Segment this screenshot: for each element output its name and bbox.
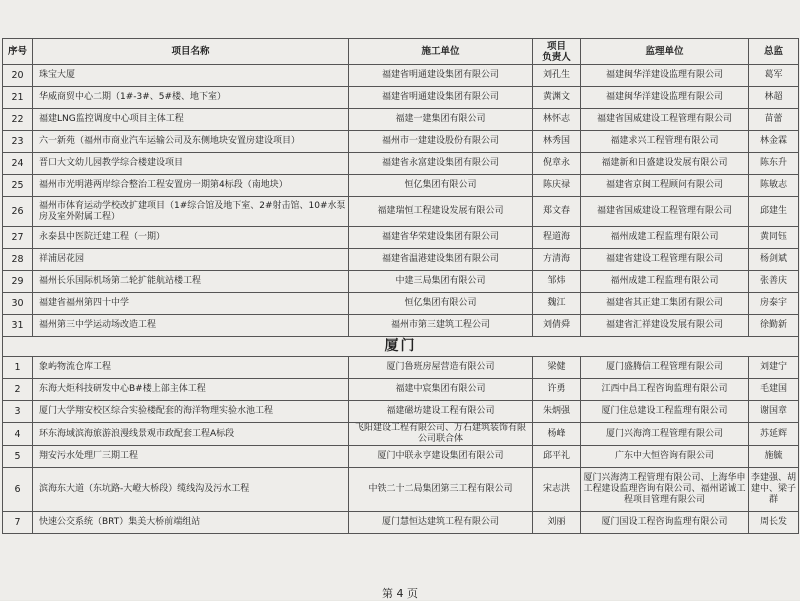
cell-supervisor: 福州成建工程监理有限公司 xyxy=(581,227,749,249)
cell-project: 福州长乐国际机场第二轮扩能航站楼工程 xyxy=(33,271,349,293)
cell-chief: 李建强、胡建中、梁子群 xyxy=(749,468,799,512)
cell-seq: 6 xyxy=(3,468,33,512)
cell-supervisor: 福建省京闽工程顾问有限公司 xyxy=(581,175,749,197)
cell-supervisor: 福建省汇祥建设发展有限公司 xyxy=(581,315,749,337)
cell-manager: 许勇 xyxy=(533,379,581,401)
table-row xyxy=(3,175,799,197)
page-number: 第 4 页 xyxy=(382,587,418,600)
cell-contractor: 厦门慧恒达建筑工程有限公司 xyxy=(349,512,533,534)
cell-seq: 20 xyxy=(3,65,33,87)
cell-project: 六一新苑（福州市商业汽车运输公司及东侧地块安置房建设项目） xyxy=(33,131,349,153)
table-row xyxy=(3,293,799,315)
cell-chief: 张善庆 xyxy=(749,271,799,293)
cell-project: 珠宝大厦 xyxy=(33,65,349,87)
cell-contractor: 福建磁坊建设工程有限公司 xyxy=(349,401,533,423)
cell-project: 快速公交系统（BRT）集美大桥前端组站 xyxy=(33,512,349,534)
cell-contractor: 福建省华荣建设集团有限公司 xyxy=(349,227,533,249)
cell-contractor: 厦门鲁班房屋营造有限公司 xyxy=(349,357,533,379)
cell-supervisor: 福建省国威建设工程管理有限公司 xyxy=(581,109,749,131)
cell-manager: 邱平礼 xyxy=(533,446,581,468)
region-row-xiamen xyxy=(3,337,799,357)
header-seq: 序号 xyxy=(3,39,33,65)
cell-chief: 房泰宇 xyxy=(749,293,799,315)
cell-supervisor: 福建省其正建工集团有限公司 xyxy=(581,293,749,315)
cell-seq: 21 xyxy=(3,87,33,109)
project-table xyxy=(2,38,799,534)
cell-project: 福州市体育运动学校改扩建项目（1#综合馆及地下室、2#射击馆、10#水泵房及室外附属工程） xyxy=(33,197,349,227)
cell-chief: 黄同钰 xyxy=(749,227,799,249)
cell-supervisor: 福州成建工程监理有限公司 xyxy=(581,271,749,293)
table-header xyxy=(3,39,799,65)
cell-manager: 陈庆禄 xyxy=(533,175,581,197)
cell-project: 福建LNG监控调度中心项目主体工程 xyxy=(33,109,349,131)
cell-contractor: 恒亿集团有限公司 xyxy=(349,293,533,315)
cell-manager: 林怀志 xyxy=(533,109,581,131)
table-row xyxy=(3,153,799,175)
cell-project: 翔安污水处理厂三期工程 xyxy=(33,446,349,468)
cell-seq: 1 xyxy=(3,357,33,379)
cell-manager: 刘孔生 xyxy=(533,65,581,87)
cell-chief: 葛军 xyxy=(749,65,799,87)
cell-contractor: 福建省明通建设集团有限公司 xyxy=(349,87,533,109)
header-project: 项目名称 xyxy=(33,39,349,65)
cell-seq: 22 xyxy=(3,109,33,131)
cell-chief: 林金霖 xyxy=(749,131,799,153)
cell-manager: 杨峰 xyxy=(533,423,581,446)
xiamen-rows xyxy=(3,357,799,534)
cell-chief: 周长发 xyxy=(749,512,799,534)
cell-contractor: 福建瑞恒工程建设发展有限公司 xyxy=(349,197,533,227)
cell-contractor: 福建省温港建设集团有限公司 xyxy=(349,249,533,271)
cell-supervisor: 厦门盛腾信工程管理有限公司 xyxy=(581,357,749,379)
cell-chief: 刘建宁 xyxy=(749,357,799,379)
cell-supervisor: 福建省国威建设工程管理有限公司 xyxy=(581,197,749,227)
cell-seq: 26 xyxy=(3,197,33,227)
header-supervisor: 监理单位 xyxy=(581,39,749,65)
cell-seq: 24 xyxy=(3,153,33,175)
header-chief: 总监 xyxy=(749,39,799,65)
cell-seq: 29 xyxy=(3,271,33,293)
table-row xyxy=(3,315,799,337)
cell-contractor: 飞阳建设工程有限公司、万石建筑装饰有限公司联合体 xyxy=(349,423,533,446)
cell-contractor: 恒亿集团有限公司 xyxy=(349,175,533,197)
cell-project: 福建省福州第四十中学 xyxy=(33,293,349,315)
cell-contractor: 中铁二十二局集团第三工程有限公司 xyxy=(349,468,533,512)
table-row xyxy=(3,131,799,153)
cell-seq: 28 xyxy=(3,249,33,271)
table-row xyxy=(3,512,799,534)
cell-seq: 4 xyxy=(3,423,33,446)
cell-supervisor: 广东中大恒咨询有限公司 xyxy=(581,446,749,468)
cell-supervisor: 江西中昌工程咨询监理有限公司 xyxy=(581,379,749,401)
cell-project: 福州第三中学运动场改造工程 xyxy=(33,315,349,337)
cell-manager: 梁健 xyxy=(533,357,581,379)
cell-chief: 陈敏志 xyxy=(749,175,799,197)
table-row xyxy=(3,109,799,131)
cell-chief: 杨剑斌 xyxy=(749,249,799,271)
cell-seq: 2 xyxy=(3,379,33,401)
table-row xyxy=(3,227,799,249)
cell-manager: 程道海 xyxy=(533,227,581,249)
cell-contractor: 福建一建集团有限公司 xyxy=(349,109,533,131)
cell-manager: 朱炳强 xyxy=(533,401,581,423)
cell-chief: 毛建国 xyxy=(749,379,799,401)
cell-manager: 林秀国 xyxy=(533,131,581,153)
cell-chief: 苗蕾 xyxy=(749,109,799,131)
cell-contractor: 厦门中联永亨建设集团有限公司 xyxy=(349,446,533,468)
table-row xyxy=(3,379,799,401)
cell-contractor: 福州市第三建筑工程公司 xyxy=(349,315,533,337)
table-row xyxy=(3,423,799,446)
table-row xyxy=(3,197,799,227)
cell-project: 晋口大文幼儿园教学综合楼建设项目 xyxy=(33,153,349,175)
cell-seq: 30 xyxy=(3,293,33,315)
cell-project: 厦门大学翔安校区综合实验楼配套的海洋物理实验水池工程 xyxy=(33,401,349,423)
cell-manager: 方清海 xyxy=(533,249,581,271)
cell-contractor: 福州市一建建设股份有限公司 xyxy=(349,131,533,153)
cell-seq: 7 xyxy=(3,512,33,534)
table-row xyxy=(3,446,799,468)
cell-project: 福州市光明港两岸综合整治工程安置房一期第4标段（南地块） xyxy=(33,175,349,197)
cell-seq: 27 xyxy=(3,227,33,249)
cell-project: 滨海东大道（东坑路-大嶝大桥段）缆线沟及污水工程 xyxy=(33,468,349,512)
cell-manager: 宋志洪 xyxy=(533,468,581,512)
cell-manager: 倪章永 xyxy=(533,153,581,175)
cell-chief: 徐勤新 xyxy=(749,315,799,337)
cell-manager: 郑文春 xyxy=(533,197,581,227)
cell-supervisor: 厦门兴海湾工程管理有限公司、上海华申工程建设监理咨询有限公司、福州诺诚工程项目管理有限公司 xyxy=(581,468,749,512)
cell-project: 象屿物流仓库工程 xyxy=(33,357,349,379)
cell-manager: 刘倩舜 xyxy=(533,315,581,337)
cell-manager: 黄渊文 xyxy=(533,87,581,109)
table-row xyxy=(3,87,799,109)
cell-supervisor: 厦门国设工程咨询监理有限公司 xyxy=(581,512,749,534)
cell-chief: 林超 xyxy=(749,87,799,109)
cell-seq: 25 xyxy=(3,175,33,197)
cell-supervisor: 厦门兴海湾工程管理有限公司 xyxy=(581,423,749,446)
cell-project: 华威商贸中心二期（1#-3#、5#楼、地下室） xyxy=(33,87,349,109)
cell-contractor: 中建三局集团有限公司 xyxy=(349,271,533,293)
cell-project: 东海大炬科技研发中心B#楼上部主体工程 xyxy=(33,379,349,401)
cell-chief: 苏延辉 xyxy=(749,423,799,446)
cell-project: 环东海域滨海旅游浪漫线景观市政配套工程A标段 xyxy=(33,423,349,446)
cell-seq: 31 xyxy=(3,315,33,337)
cell-seq: 23 xyxy=(3,131,33,153)
cell-manager: 刘丽 xyxy=(533,512,581,534)
cell-supervisor: 福建新和日盛建设发展有限公司 xyxy=(581,153,749,175)
table-row xyxy=(3,357,799,379)
cell-contractor: 福建省明通建设集团有限公司 xyxy=(349,65,533,87)
cell-chief: 陈东升 xyxy=(749,153,799,175)
cell-seq: 3 xyxy=(3,401,33,423)
cell-chief: 谢国章 xyxy=(749,401,799,423)
table-row xyxy=(3,271,799,293)
cell-contractor: 福建中宸集团有限公司 xyxy=(349,379,533,401)
cell-supervisor: 福建闽华洋建设监理有限公司 xyxy=(581,87,749,109)
cell-project: 永泰县中医院迁建工程（一期） xyxy=(33,227,349,249)
cell-manager: 邹炜 xyxy=(533,271,581,293)
table-row xyxy=(3,468,799,512)
region-title: 厦门 xyxy=(3,337,799,357)
table-row xyxy=(3,65,799,87)
fuzhou-rows xyxy=(3,65,799,337)
cell-chief: 施毓 xyxy=(749,446,799,468)
cell-supervisor: 厦门住总建设工程监理有限公司 xyxy=(581,401,749,423)
header-manager: 项目 负责人 xyxy=(533,39,581,65)
table-row xyxy=(3,249,799,271)
cell-manager: 魏江 xyxy=(533,293,581,315)
cell-chief: 邱建生 xyxy=(749,197,799,227)
table-row xyxy=(3,401,799,423)
cell-contractor: 福建省永富建设集团有限公司 xyxy=(349,153,533,175)
cell-supervisor: 福建闽华洋建设监理有限公司 xyxy=(581,65,749,87)
cell-seq: 5 xyxy=(3,446,33,468)
header-contractor: 施工单位 xyxy=(349,39,533,65)
cell-supervisor: 福建求兴工程管理有限公司 xyxy=(581,131,749,153)
cell-project: 祥浦居花园 xyxy=(33,249,349,271)
cell-supervisor: 福建省建设工程管理有限公司 xyxy=(581,249,749,271)
